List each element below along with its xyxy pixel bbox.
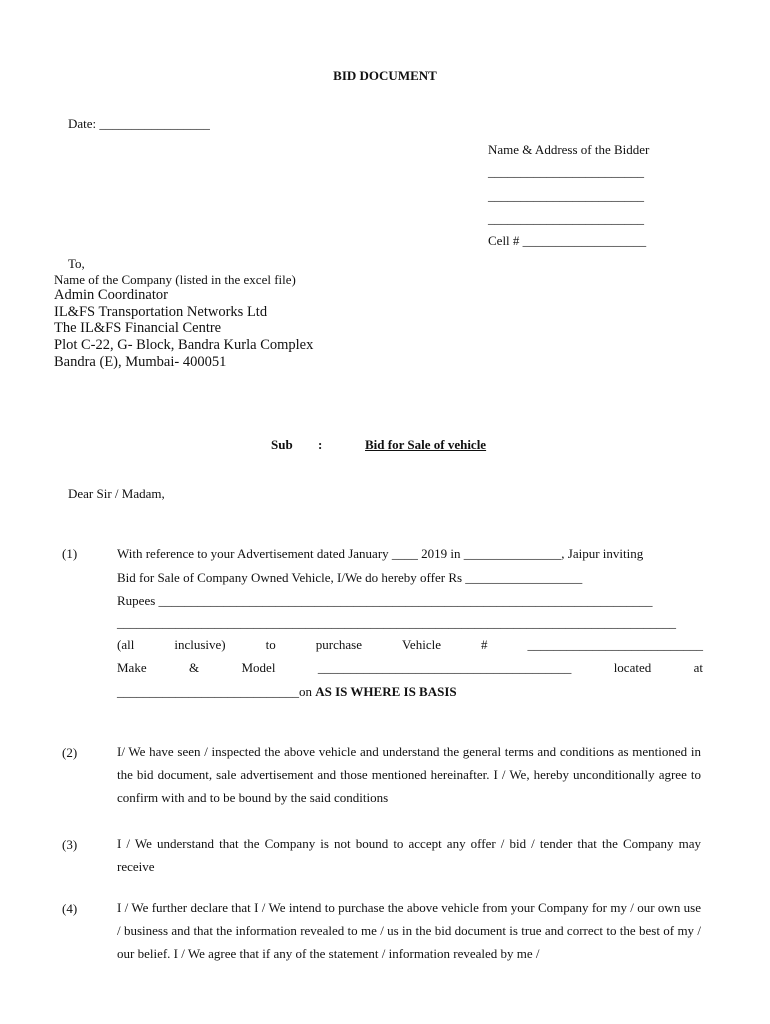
- document-title: BID DOCUMENT: [333, 68, 437, 83]
- clause-1-line-3: Rupees ____________________________________________________________________________: [117, 593, 653, 608]
- clause-number: (2): [62, 745, 78, 760]
- row-word: purchase: [315, 637, 362, 652]
- as-is-basis: AS IS WHERE IS BASIS: [315, 684, 457, 699]
- bidder-line-1: ________________________: [488, 164, 644, 179]
- row-word: located: [613, 660, 652, 675]
- addressee-to: To,: [68, 256, 85, 271]
- row-word: Model: [241, 660, 276, 675]
- row-word: at: [693, 660, 703, 675]
- addressee-line-5: Bandra (E), Mumbai- 400051: [54, 354, 227, 370]
- vehicle-number-blank: ___________________________: [527, 637, 703, 652]
- clause-number: (4): [62, 901, 78, 916]
- row-word: Vehicle: [401, 637, 441, 652]
- date-field: Date: _________________: [68, 116, 210, 131]
- clause-number: (1): [62, 546, 78, 561]
- subject-colon: :: [318, 437, 323, 452]
- row-word: (all: [117, 637, 135, 652]
- location-blank: ____________________________on: [117, 684, 316, 699]
- clause-4-text: I / We further declare that I / We intend to purchase the above vehicle from your Company for my / our own use / business and that the information revealed to me / us in the bid document is true and correct to the best of my / our belief. I / We agree that if any of the statement / information revealed by me /: [117, 900, 701, 961]
- model-blank: _______________________________________: [317, 660, 572, 675]
- clause-1-line-4: ______________________________________________________________________________________: [117, 615, 676, 630]
- row-word: inclusive): [174, 637, 226, 652]
- row-word: #: [480, 637, 488, 652]
- row-word: &: [188, 660, 200, 675]
- subject-label: Sub: [271, 437, 293, 452]
- bidder-line-3: ________________________: [488, 211, 644, 226]
- addressee-line-1: Admin Coordinator: [54, 287, 168, 303]
- clause-3-text: I / We understand that the Company is not bound to accept any offer / bid / tender that the Company may receive: [117, 836, 701, 874]
- clause-1-vehicle-row: [117, 637, 703, 653]
- bidder-cell: Cell # ___________________: [488, 233, 647, 248]
- row-word: Make: [117, 660, 147, 675]
- subject-text: Bid for Sale of vehicle: [365, 437, 487, 452]
- addressee-line-4: Plot C-22, G- Block, Bandra Kurla Complex: [54, 337, 314, 353]
- addressee-line-2: IL&FS Transportation Networks Ltd: [54, 304, 268, 320]
- clause-1-line-7: [117, 684, 457, 700]
- bidder-line-2: ________________________: [488, 188, 644, 203]
- addressee-line-3: The IL&FS Financial Centre: [54, 320, 222, 336]
- salutation: Dear Sir / Madam,: [68, 486, 165, 501]
- row-word: to: [265, 637, 276, 652]
- clause-1-model-row: [117, 660, 703, 676]
- addressee-company-note: Name of the Company (listed in the excel file): [54, 272, 296, 287]
- bidder-heading: Name & Address of the Bidder: [488, 142, 650, 157]
- clause-1-line-1: With reference to your Advertisement dated January ____ 2019 in _______________, Jaipur inviting: [117, 546, 644, 561]
- clause-1-line-2: Bid for Sale of Company Owned Vehicle, I/We do hereby offer Rs __________________: [117, 570, 583, 585]
- clause-2-text: I/ We have seen / inspected the above vehicle and understand the general terms and conditions as mentioned in the bid document, sale advertisement and those mentioned hereinafter. I / We, hereby unconditionally agree to confirm with and to be bound by the said conditions: [117, 744, 701, 805]
- clause-number: (3): [62, 837, 78, 852]
